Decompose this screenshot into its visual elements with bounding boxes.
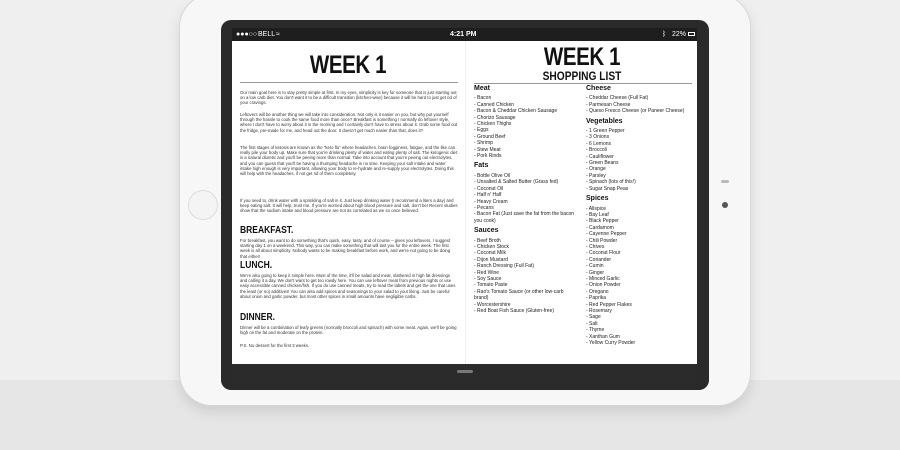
shopping-list-item: - Rosemary — [586, 308, 612, 314]
left-page-title: WEEK 1 — [309, 51, 387, 79]
shopping-list-item: - Worcestershire — [474, 301, 511, 308]
shopping-list-item: - Unsalted & Salted Butter (Grass fed) — [474, 179, 559, 186]
shopping-list-item: - Coriander — [586, 256, 612, 263]
shopping-list-item: - Broccoli — [586, 147, 607, 154]
shopping-list-item: - Pecans — [474, 204, 494, 211]
wifi-icon: ≈ — [276, 31, 280, 38]
tablet-screen — [232, 28, 697, 384]
battery-label: 22% — [672, 31, 687, 38]
intro-paragraph-3: The first stages of ketosis are known as the "keto flu" where headaches, brain fogginess, fatigue, and the like can really pile your body up. Make sure that you're drinking plenty of water and eating plenty of salt. The ketogenic diet is a natural diuretic and you'll be peeing more than normal. Take into account that you're peeing out electrolytes, and you can guess that you'll be having a thumping headache in no time. Keeping your salt intake and water intake high enough is very important, allowing your body to re-hydrate and re-supply your electrolytes. Doing this will help with the headaches, if not get rid of them completely. — [240, 145, 458, 177]
shopping-list-item: - Chicken Thighs — [474, 121, 512, 128]
breakfast-heading: BREAKFAST. — [240, 225, 294, 236]
shopping-list-item: - Half n' Half — [474, 192, 502, 199]
shopping-list-item: - Xanthan Gum — [586, 333, 620, 340]
intro-paragraph-1: Our main goal here is to stay pretty simple at first. In my eyes, simplicity is key for someone that is just starting out on a low carb diet. You don't want it to be a difficult transition (kitchen-wise) because it will be hard to just get rid of your cravings. — [240, 90, 457, 106]
lunch-text: We're also going to keep it simple here. Most of the time, it'll be salad and meat, slathered in high fat dressings and calling it a day. We don't want to get too rowdy here. You can use leftover meat from previous nights or use easy accessible canned chicken/fish. If you do use canned meats, try to read the labels and get the one that uses the least (or no) additives! You can also add spices and seasonings to your salad to your liking. Just be careful about onion and garlic powder, but most other spices in small amounts have negligible carbs. — [240, 273, 456, 299]
shopping-list-item: - 1 Green Pepper — [586, 128, 625, 135]
shopping-list-item: - Bacon — [474, 95, 492, 102]
status-bar — [232, 28, 697, 41]
category-heading: Spices — [586, 195, 609, 203]
shopping-list-item: - Parmesan Cheese — [586, 101, 631, 108]
side-button[interactable] — [721, 180, 729, 183]
shopping-list-item: - Chicken Stock — [474, 243, 510, 250]
right-page[interactable] — [465, 41, 697, 364]
shopping-list-item: - Ground Beef — [474, 133, 506, 140]
category-heading: Fats — [474, 162, 489, 170]
shopping-list-item: - Onion Powder — [586, 282, 621, 289]
home-button[interactable] — [188, 190, 218, 220]
shopping-list-item: - Parsley — [586, 172, 606, 179]
right-page-title: WEEK 1 — [543, 43, 621, 71]
shopping-column-1 — [474, 86, 584, 314]
shopping-list-item: - Green Beans — [586, 160, 619, 167]
category-heading: Cheese — [586, 85, 611, 92]
dinner-text: Dinner will be a combination of leafy greens (normally broccoli and spinach) with some meat. Again, we'll be going high on the fat and moderate on the protein. — [240, 325, 457, 336]
shopping-list-item: - Sage — [586, 314, 601, 321]
shopping-list-item: - Soy Sauce — [474, 275, 502, 282]
shopping-list-item: you cook) — [474, 217, 496, 224]
bluetooth-icon: ᛒ — [662, 31, 667, 38]
shopping-list-item: - Queso Fresco Cheese (or Paneer Cheese) — [586, 108, 685, 115]
shopping-list-item: - Bacon Fat (Just save the fat from the bacon — [474, 211, 575, 218]
shopping-column-2 — [586, 86, 696, 346]
signal-icon: ●●●○○ — [236, 31, 258, 38]
shopping-list-item: - Coconut Oil — [474, 185, 504, 192]
shopping-list-item: - Canned Chicken — [474, 101, 515, 108]
category-heading: Meat — [474, 85, 490, 92]
category-heading: Vegetables — [586, 117, 623, 125]
shopping-list-item: - Paprika — [586, 295, 607, 302]
shopping-list-item: - Coconut Milk — [474, 250, 506, 257]
shopping-list-item: - Minced Garlic — [586, 275, 620, 282]
shopping-list-item: - Eggs — [474, 127, 489, 134]
shopping-list-item: - Red Boat Fish Sauce (Gluten-free) — [474, 308, 555, 314]
shopping-list-item: - Rao's Tomato Sauce (or other low-carb — [474, 288, 564, 295]
intro-paragraph-4: If you need to, drink water with a sprinkling of salt in it. Just keep drinking water (I recommend a liters a day) and keep eating salt. It will help, trust me. If you're worried about high blood pressure and salt, don't be! Recent studies show that the sodium intake and blood pressure are not as correlated as we so once believed. — [240, 198, 458, 214]
breakfast-text: For breakfast, you want to do something that's quick, easy, tasty, and of course – gives you leftovers. I suggest starting day 1 on a weekend. This way, you can make something that will last you for the entire week. The first week is all about simplicity. Nobody wants to be making breakfast before work, and we're not going to be doing that either! — [240, 238, 451, 259]
shopping-list-item: - Sugar Snap Peas — [586, 185, 629, 192]
shopping-list-item: - Coconut Flour — [586, 250, 621, 257]
shopping-list-item: - Orange — [586, 166, 606, 173]
shopping-list-item: - Red Pepper Flakes — [586, 301, 632, 308]
shopping-list-item: - Ginger — [586, 269, 605, 276]
shopping-list-item: - Salt — [586, 320, 598, 327]
home-indicator[interactable] — [457, 370, 473, 373]
shopping-list-subtitle: SHOPPING LIST — [542, 69, 622, 83]
shopping-list-item: - Bay Leaf — [586, 211, 609, 218]
camera-icon — [722, 202, 728, 208]
carrier-label: BELL — [258, 31, 276, 38]
shopping-list-item: - Allspice — [586, 205, 607, 212]
subtitle-rule — [474, 83, 692, 84]
shopping-list-item: - Red Wine — [474, 269, 500, 276]
shopping-list-item: - Cheddar Cheese (Full Fat) — [586, 95, 649, 102]
shopping-list-item: - Chorizo Sausage — [474, 114, 516, 121]
shopping-list-item: - Spinach (lots of this!) — [586, 179, 636, 186]
battery-icon — [688, 32, 695, 36]
shopping-list-item: - Cauliflower — [586, 153, 614, 160]
bottom-toolbar — [232, 364, 697, 384]
shopping-list-item: - Cardamom — [586, 224, 614, 231]
shopping-list-item: brand) — [474, 295, 489, 302]
shopping-list-item: - Chili Powder — [586, 237, 618, 244]
status-time: 4:21 PM — [450, 31, 477, 38]
shopping-list-item: - Stew Meat — [474, 146, 501, 153]
shopping-list-item: - Tomato Paste — [474, 282, 508, 289]
shopping-list-item: - Cayenne Pepper — [586, 231, 627, 238]
shopping-list-item: - Dijon Mustard — [474, 256, 508, 263]
shopping-list-item: - Ranch Dressing (Full Fat) — [474, 263, 535, 270]
shopping-list-item: - 3 Onions — [586, 134, 610, 141]
ps-note: P.S. No dessert for the first 3 weeks. — [240, 343, 310, 348]
shopping-list-item: - Yellow Curry Powder — [586, 340, 636, 347]
shopping-list-item: - Bacon & Cheddar Chicken Sausage — [474, 108, 558, 115]
shopping-list-item: - Oregano — [586, 288, 609, 295]
shopping-list-item: - Cumin — [586, 263, 604, 270]
shopping-list-item: - Bottle Olive Oil — [474, 172, 511, 179]
shopping-list-item: - Pork Rinds — [474, 153, 502, 160]
shopping-list-item: - Chives — [586, 243, 605, 250]
category-heading: Sauces — [474, 227, 499, 235]
title-rule — [240, 82, 458, 83]
shopping-list-item: - Shrimp — [474, 140, 493, 147]
shopping-list-item: - 6 Lemons — [586, 140, 612, 147]
left-page[interactable] — [232, 41, 464, 364]
lunch-heading: LUNCH. — [240, 260, 273, 271]
shopping-list-item: - Beef Broth — [474, 237, 501, 244]
dinner-heading: DINNER. — [240, 312, 275, 323]
shopping-list-item: - Heavy Cream — [474, 198, 508, 205]
intro-paragraph-2: Leftovers will be another thing we will take into consideration. Not only is it easier on you, but why put yourself through the hassle to cook the same food more than once? Breakfast is something I normally do leftover style, where I don't have to worry about it in the morning and I certainly don't have to stress about it. Grab some food out the fridge, pre-made for me, and head out the door. It doesn't get much easier than that, does it? — [240, 112, 458, 133]
shopping-list-item: - Thyme — [586, 327, 605, 334]
shopping-list-item: - Black Pepper — [586, 218, 619, 225]
